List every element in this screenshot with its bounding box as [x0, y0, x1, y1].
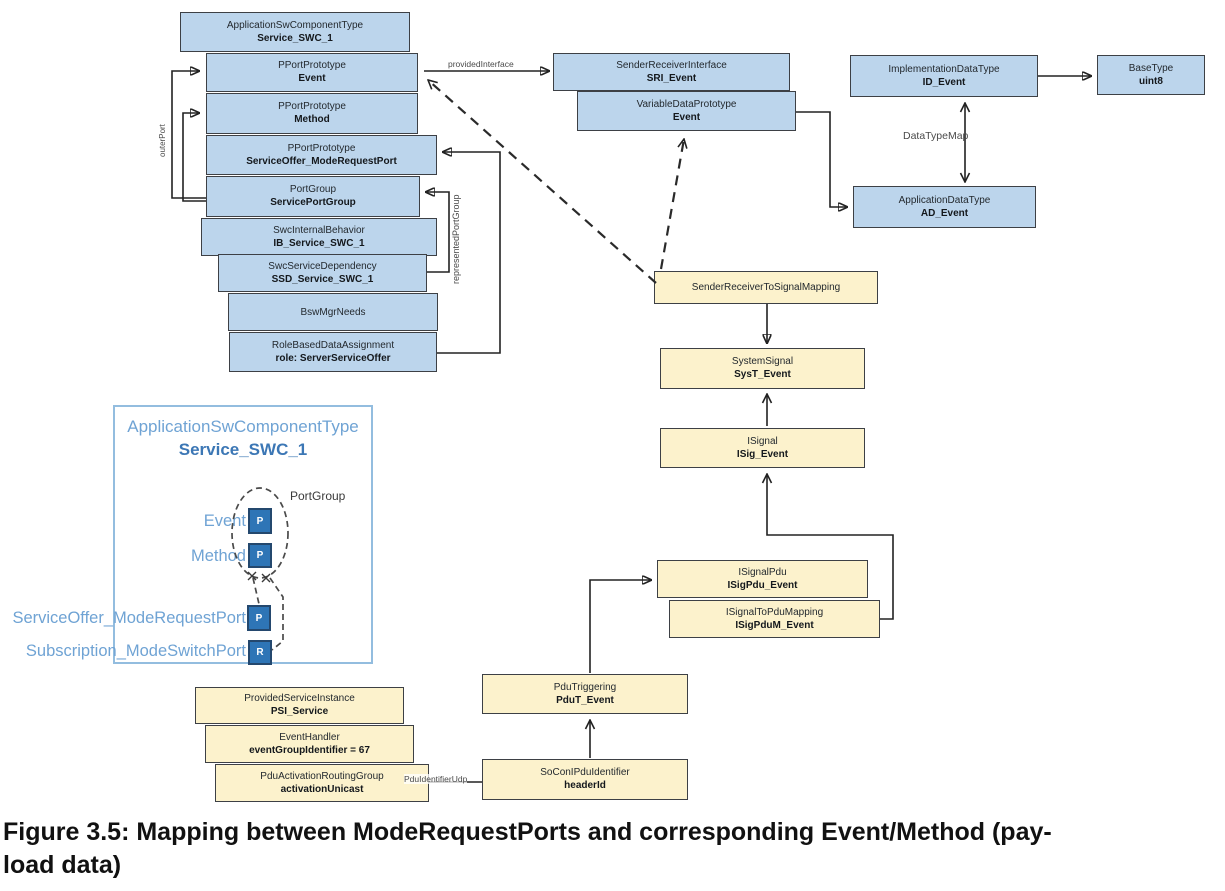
node-name-label: headerId — [564, 780, 606, 791]
node-type-label: BaseType — [1128, 62, 1174, 74]
edge-rbda-to-serviceoffer — [437, 152, 500, 353]
node-name-label: PduT_Event — [556, 694, 614, 706]
edge-vdp-to-adt — [796, 112, 847, 207]
node-type-label: SenderReceiverToSignalMapping — [691, 282, 841, 293]
node-sender-receiver-to-signal-mapping — [654, 271, 878, 304]
node-type-label: PduTriggering — [553, 681, 617, 693]
node-type-label: SoConIPduIdentifier — [540, 767, 630, 778]
node-pport-method — [206, 93, 418, 134]
node-swc-internal-behavior — [201, 218, 437, 256]
figure-caption-line2: load data) — [3, 851, 122, 879]
edge-outerport-to-event — [172, 71, 206, 198]
node-type-label: ApplicationDataType — [898, 194, 991, 206]
node-bsw-mgr-needs — [228, 293, 438, 331]
port-label-method: Method — [190, 547, 246, 565]
node-type-label: ProvidedServiceInstance — [244, 693, 355, 704]
node-base-type — [1097, 55, 1205, 95]
node-implementation-data-type — [850, 55, 1038, 97]
node-type-label: ISignal — [747, 435, 778, 447]
node-name-label: ID_Event — [922, 76, 966, 88]
node-role-based-data-assignment — [229, 332, 437, 372]
node-type-label: VariableDataPrototype — [636, 98, 737, 110]
node-name-label: ISig_Event — [736, 448, 789, 460]
node-name-label: SRI_Event — [646, 72, 697, 84]
node-name-label: role: ServerServiceOffer — [275, 352, 391, 364]
node-type-label: EventHandler — [279, 731, 340, 743]
panel-type-label: ApplicationSwComponentType — [127, 417, 359, 436]
edge-label-data-type-map: DataTypeMap — [903, 130, 969, 142]
port-label-serviceoffer: ServiceOffer_ModeRequestPort — [12, 609, 246, 627]
rport-icon-subscription: R — [248, 640, 272, 665]
node-application-sw-component-type — [180, 12, 410, 52]
node-type-label: PPortPrototype — [278, 60, 346, 71]
node-type-label: ISignalToPduMapping — [725, 606, 824, 618]
node-isignal-to-pdu-mapping — [669, 600, 880, 638]
node-pport-event — [206, 53, 418, 92]
node-variable-data-prototype — [577, 91, 796, 131]
node-name-label: SSD_Service_SWC_1 — [271, 273, 374, 285]
node-name-label: SysT_Event — [734, 369, 791, 380]
node-name-label: PSI_Service — [270, 706, 329, 717]
node-type-label: ApplicationSwComponentType — [226, 19, 364, 31]
node-name-label: Event — [298, 73, 326, 84]
edge-label-pdu-identifier-udp: PduIdentifierUdp — [404, 774, 468, 784]
edge-label-represented-port-group: representedPortGroup — [451, 194, 461, 284]
node-pdu-triggering — [482, 674, 688, 714]
node-pdu-activation-routing-group — [215, 764, 429, 802]
node-name-label: Event — [672, 111, 701, 123]
node-type-label: PortGroup — [289, 184, 337, 195]
node-name-label: ISigPdu_Event — [727, 579, 798, 591]
node-name-label: uint8 — [1139, 75, 1163, 87]
node-isignal-pdu — [657, 560, 868, 598]
node-name-label: ServicePortGroup — [270, 197, 356, 208]
edge-sr2sig-to-vdp-dashed — [661, 139, 684, 269]
node-type-label: ISignalPdu — [738, 566, 787, 578]
pport-icon-method: P — [248, 543, 272, 568]
edge-outerport-to-method — [183, 113, 206, 201]
node-application-data-type — [853, 186, 1036, 228]
node-type-label: SwcServiceDependency — [268, 260, 377, 272]
node-type-label: PPortPrototype — [287, 142, 356, 154]
node-name-label: eventGroupIdentifier = 67 — [249, 744, 370, 756]
node-provided-service-instance — [195, 687, 404, 724]
node-type-label: SenderReceiverInterface — [616, 59, 727, 71]
node-type-label: RoleBasedDataAssignment — [271, 339, 395, 351]
node-isignal — [660, 428, 865, 468]
port-group-label: PortGroup — [290, 489, 346, 503]
node-port-group — [206, 176, 420, 217]
node-type-label: PduActivationRoutingGroup — [260, 770, 384, 782]
figure-caption-line1: Figure 3.5: Mapping between ModeRequestPorts and corresponding Event/Method (pay- — [3, 818, 1052, 846]
node-name-label: Method — [294, 114, 330, 125]
node-type-label: SystemSignal — [731, 356, 794, 367]
edge-label-provided-interface: providedInterface — [448, 59, 514, 69]
node-name-label: AD_Event — [920, 207, 969, 219]
node-type-label: BswMgrNeeds — [300, 306, 366, 318]
port-label-subscription: Subscription_ModeSwitchPort — [25, 642, 246, 660]
node-name-label: ServiceOffer_ModeRequestPort — [246, 155, 397, 167]
node-name-label: activationUnicast — [280, 783, 364, 795]
panel-name-label: Service_SWC_1 — [178, 440, 308, 459]
pport-icon-serviceoffer: P — [247, 605, 271, 631]
node-swc-service-dependency — [218, 254, 427, 292]
node-pport-serviceoffer — [206, 135, 437, 175]
edge-pdutriggering-to-isignalpdu — [590, 580, 651, 673]
node-type-label: SwcInternalBehavior — [273, 224, 365, 236]
figure-caption — [3, 816, 1223, 882]
node-system-signal — [660, 348, 865, 389]
port-label-event: Event — [203, 512, 246, 530]
node-socon-ipdu-identifier — [482, 759, 688, 800]
node-sender-receiver-interface — [553, 53, 790, 91]
edge-label-outer-port: outerPort — [158, 124, 167, 157]
node-name-label: ISigPduM_Event — [735, 619, 814, 631]
node-type-label: PPortPrototype — [278, 101, 346, 112]
node-name-label: Service_SWC_1 — [257, 32, 333, 44]
node-type-label: ImplementationDataType — [888, 63, 1000, 75]
node-event-handler — [205, 725, 414, 763]
pport-icon-event: P — [248, 508, 272, 534]
node-name-label: IB_Service_SWC_1 — [273, 237, 365, 249]
